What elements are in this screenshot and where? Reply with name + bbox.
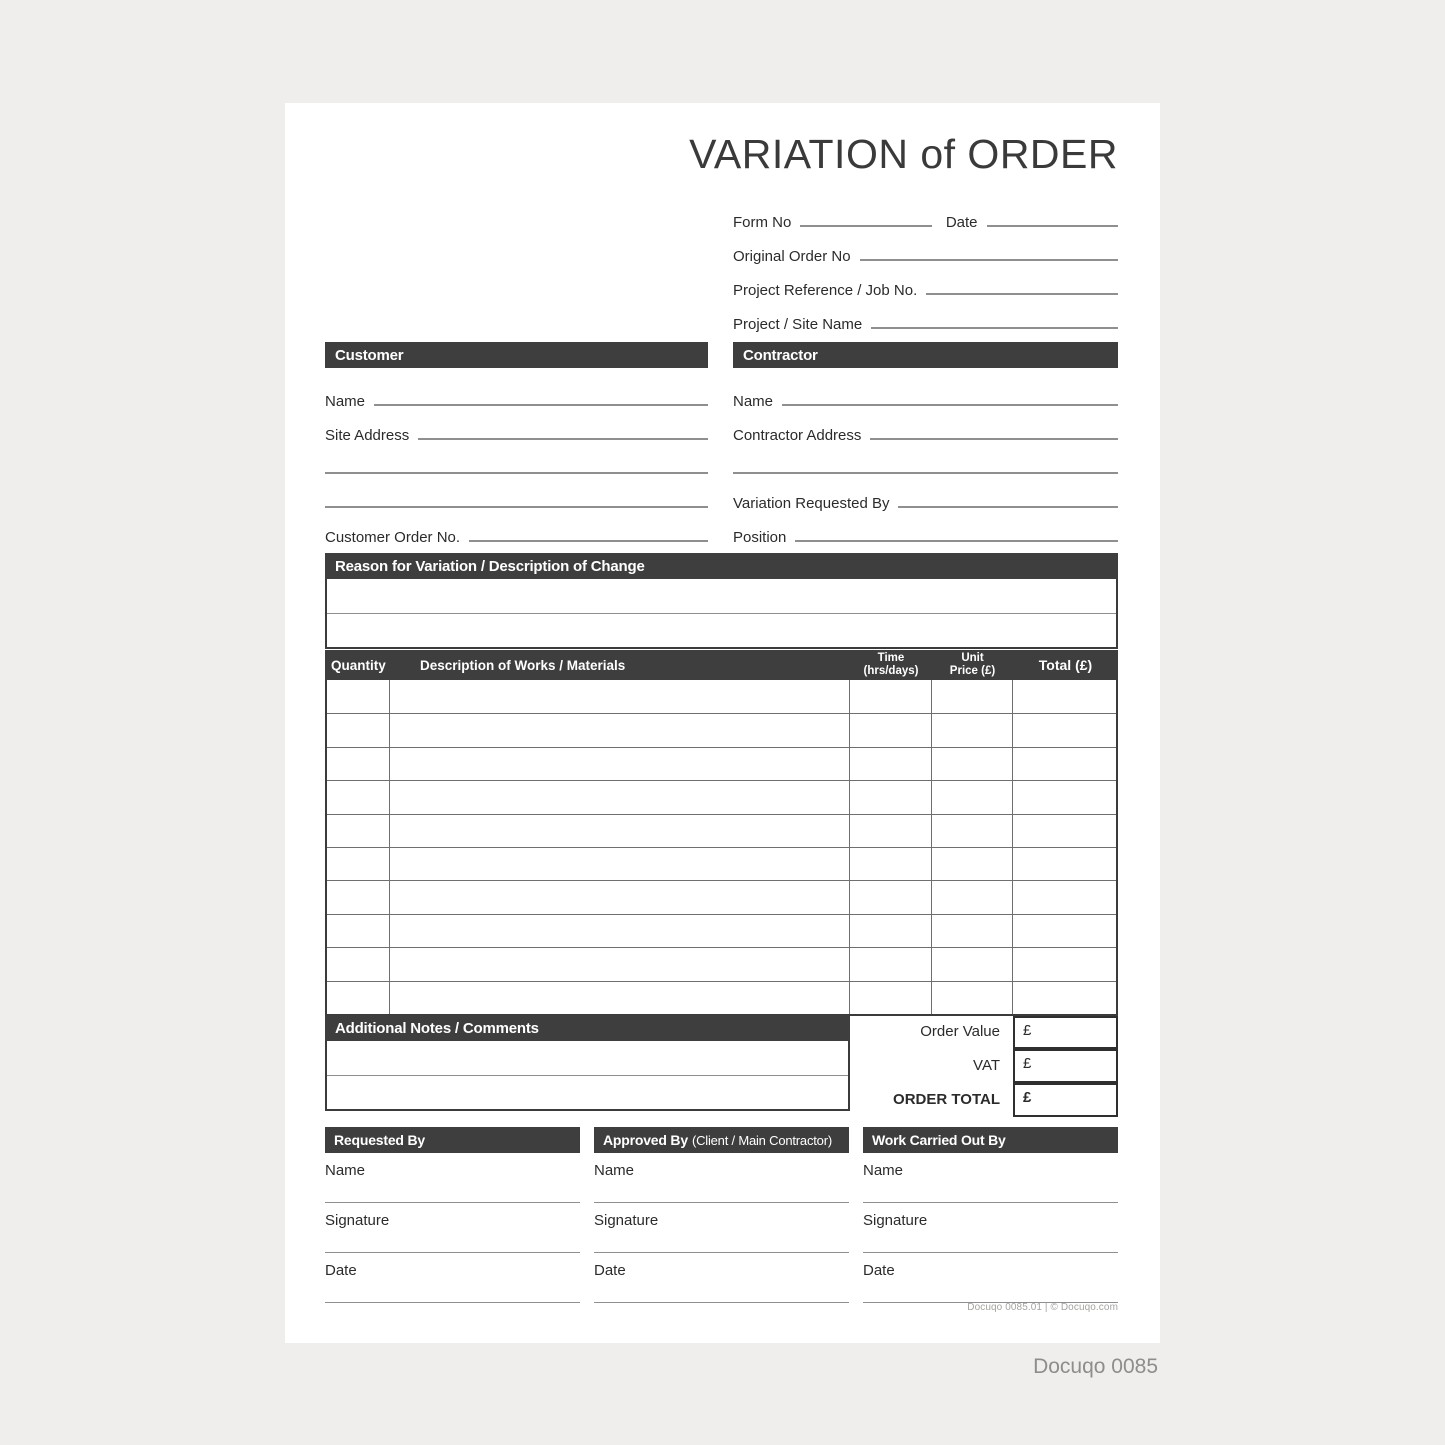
description-column-header: Description of Works / Materials (420, 657, 626, 673)
notes-header-bar: Additional Notes / Comments (325, 1015, 850, 1041)
order-total-row (850, 1082, 1118, 1116)
original-order-no-label: Original Order No (733, 248, 851, 265)
work-carried-out-by-header-bar: Work Carried Out By (863, 1127, 1118, 1153)
approved-by-date-label: Date (594, 1262, 626, 1279)
reason-write-row-2 (327, 613, 1116, 647)
notes-write-row-2 (327, 1075, 848, 1109)
project-site-name-row (733, 303, 1118, 337)
requested-by-name-label: Name (325, 1162, 366, 1179)
approved-by-signature-line (594, 1252, 849, 1253)
customer-name-line (374, 404, 708, 406)
product-watermark: Docuqo 0085 (1033, 1355, 1158, 1378)
approved-by-block (594, 1127, 849, 1303)
customer-section (325, 342, 708, 550)
original-order-no-line (860, 259, 1118, 261)
reason-write-row-1 (327, 579, 1116, 613)
requested-by-signature-line (325, 1252, 580, 1253)
order-value-label: Order Value (920, 1023, 1000, 1040)
customer-header-bar: Customer (325, 342, 708, 368)
table-row (327, 847, 1116, 880)
order-value-row (850, 1015, 1118, 1048)
vat-label: VAT (973, 1056, 1000, 1074)
customer-address-line-3 (325, 506, 708, 508)
unit-price-column-header: Unit Price (£) (949, 651, 996, 677)
table-row (327, 680, 1116, 713)
meta-fields (733, 201, 1118, 337)
work-carried-out-by-name-line (863, 1202, 1118, 1203)
table-row (327, 947, 1116, 980)
project-reference-row (733, 269, 1118, 303)
order-total-box: £ (1013, 1083, 1118, 1117)
requested-by-date-line (325, 1302, 580, 1303)
notes-body (325, 1041, 850, 1111)
contractor-name-label: Name (733, 393, 774, 410)
party-columns (325, 342, 1118, 550)
customer-site-address-label: Site Address (325, 427, 410, 444)
order-total-label: ORDER TOTAL (893, 1090, 1000, 1108)
approved-by-date-line (594, 1302, 849, 1303)
work-carried-out-by-signature-line (863, 1252, 1118, 1253)
requested-by-name-line (325, 1202, 580, 1203)
customer-name-label: Name (325, 393, 366, 410)
form-title: VARIATION of ORDER (689, 131, 1118, 177)
signature-blocks (325, 1127, 1118, 1303)
order-value-box: £ (1013, 1016, 1118, 1049)
items-table-header (325, 650, 1118, 680)
work-carried-out-by-block (863, 1127, 1118, 1303)
requested-by-date-label: Date (325, 1262, 357, 1279)
reason-body (325, 579, 1118, 649)
notes-and-totals (325, 1015, 1118, 1116)
work-carried-out-by-name-label: Name (863, 1162, 904, 1179)
requested-by-signature-label: Signature (325, 1212, 390, 1229)
customer-order-no-label: Customer Order No. (325, 529, 461, 546)
customer-address-line-2 (325, 472, 708, 474)
reason-header-bar: Reason for Variation / Description of Change (325, 553, 1118, 579)
notes-write-row-1 (327, 1041, 848, 1075)
contractor-address-line (870, 438, 1118, 440)
approved-by-name-label: Name (594, 1162, 635, 1179)
contractor-address-label: Contractor Address (733, 427, 862, 444)
original-order-no-row (733, 235, 1118, 269)
reason-section (325, 553, 1118, 649)
form-no-line (800, 225, 931, 227)
table-row (327, 780, 1116, 813)
project-site-name-line (871, 327, 1118, 329)
document-reference-footer: Docuqo 0085.01 | © Docuqo.com (967, 1302, 1118, 1313)
customer-order-no-line (469, 540, 708, 542)
contractor-header-bar: Contractor (733, 342, 1118, 368)
customer-site-address-line (418, 438, 708, 440)
total-column-header: Total (£) (1038, 657, 1093, 673)
approved-by-signature-label: Signature (594, 1212, 659, 1229)
time-column-header: Time (hrs/days) (863, 651, 919, 677)
form-page (285, 103, 1160, 1343)
project-site-name-label: Project / Site Name (733, 316, 863, 333)
variation-requested-by-label: Variation Requested By (733, 495, 890, 512)
work-carried-out-by-date-label: Date (863, 1262, 895, 1279)
notes-section (325, 1015, 850, 1116)
position-line (795, 540, 1118, 542)
form-no-date-row (733, 201, 1118, 235)
contractor-section (733, 342, 1118, 550)
contractor-address-line-2 (733, 472, 1118, 474)
vat-row (850, 1048, 1118, 1082)
position-label: Position (733, 529, 787, 546)
project-reference-line (926, 293, 1118, 295)
table-row (327, 747, 1116, 780)
totals-section (850, 1015, 1118, 1116)
work-carried-out-by-signature-label: Signature (863, 1212, 928, 1229)
table-row (327, 914, 1116, 947)
requested-by-block (325, 1127, 580, 1303)
project-reference-label: Project Reference / Job No. (733, 282, 918, 299)
date-line (987, 225, 1118, 227)
column-gap (708, 342, 733, 550)
vat-box: £ (1013, 1049, 1118, 1083)
items-table-body (325, 680, 1118, 1016)
date-label: Date (945, 214, 978, 231)
approved-by-header-bar: Approved By (Client / Main Contractor) (594, 1127, 849, 1153)
table-row (327, 713, 1116, 746)
variation-requested-by-line (898, 506, 1118, 508)
table-row (327, 880, 1116, 913)
items-table (325, 650, 1118, 1016)
approved-by-name-line (594, 1202, 849, 1203)
requested-by-header-bar: Requested By (325, 1127, 580, 1153)
table-row (327, 981, 1116, 1014)
contractor-name-line (782, 404, 1118, 406)
quantity-column-header: Quantity (331, 657, 386, 673)
table-row (327, 814, 1116, 847)
form-no-label: Form No (733, 214, 792, 231)
